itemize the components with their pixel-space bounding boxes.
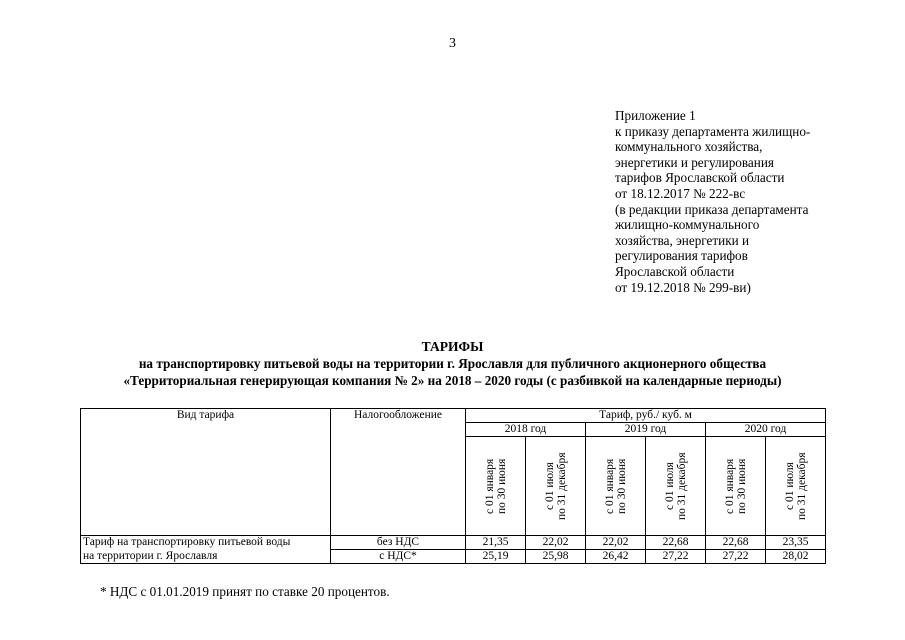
value-cell: 22,68 — [646, 536, 706, 550]
value-cell: 21,35 — [466, 536, 526, 550]
header-period: с 01 января по 30 июня — [706, 437, 766, 536]
document-title — [0, 338, 905, 389]
header-period: с 01 января по 30 июня — [466, 437, 526, 536]
table-row — [81, 550, 826, 564]
row-label: на территории г. Ярославля — [81, 550, 331, 564]
header-period: с 01 июля по 31 декабря — [526, 437, 586, 536]
value-cell: 26,42 — [586, 550, 646, 564]
appendix-line: регулирования тарифов — [615, 248, 748, 264]
footnote: * НДС с 01.01.2019 принят по ставке 20 процентов. — [100, 584, 390, 599]
appendix-line: энергетики и регулирования — [615, 154, 774, 170]
header-year: 2018 год — [466, 423, 586, 437]
tax-cell: без НДС — [331, 536, 466, 550]
appendix-line: от 18.12.2017 № 222-вс — [615, 185, 746, 201]
value-cell: 25,98 — [526, 550, 586, 564]
appendix-line: коммунального хозяйства, — [615, 139, 763, 155]
header-period: с 01 января по 30 июня — [586, 437, 646, 536]
appendix-line: жилищно-коммунального — [615, 217, 760, 233]
header-taxation: Налогообложение — [331, 409, 466, 536]
value-cell: 25,19 — [466, 550, 526, 564]
appendix-line: хозяйства, энергетики и — [615, 232, 750, 248]
title-line: «Территориальная генерирующая компания № 2» на 2018 – 2020 годы (с разбивкой на календарные периоды) — [123, 373, 782, 388]
header-year: 2020 год — [706, 423, 826, 437]
appendix-line: (в редакции приказа департамента — [615, 201, 809, 217]
appendix-line: Приложение 1 — [615, 108, 696, 123]
value-cell: 23,35 — [766, 536, 826, 550]
header-period: с 01 июля по 31 декабря — [766, 437, 826, 536]
table-row — [81, 536, 826, 550]
tariff-table — [80, 408, 826, 564]
appendix-line: тарифов Ярославской области — [615, 170, 785, 186]
row-label: Тариф на транспортировку питьевой воды — [81, 536, 331, 550]
page-number: 3 — [449, 36, 456, 51]
appendix-line: Ярославской области — [615, 263, 735, 279]
value-cell: 27,22 — [706, 550, 766, 564]
header-tariff-type: Вид тарифа — [81, 409, 331, 536]
tax-cell: с НДС* — [331, 550, 466, 564]
header-year: 2019 год — [586, 423, 706, 437]
value-cell: 22,02 — [526, 536, 586, 550]
header-period: с 01 июля по 31 декабря — [646, 437, 706, 536]
value-cell: 28,02 — [766, 550, 826, 564]
value-cell: 22,02 — [586, 536, 646, 550]
title-line: ТАРИФЫ — [421, 339, 484, 354]
appendix-block — [615, 108, 865, 295]
appendix-line: от 19.12.2018 № 299-ви) — [615, 279, 751, 295]
title-line: на транспортировку питьевой воды на территории г. Ярославля для публичного акционерного общества — [138, 356, 767, 371]
value-cell: 27,22 — [646, 550, 706, 564]
header-tariff: Тариф, руб./ куб. м — [466, 409, 826, 423]
value-cell: 22,68 — [706, 536, 766, 550]
appendix-line: к приказу департамента жилищно- — [615, 123, 811, 139]
